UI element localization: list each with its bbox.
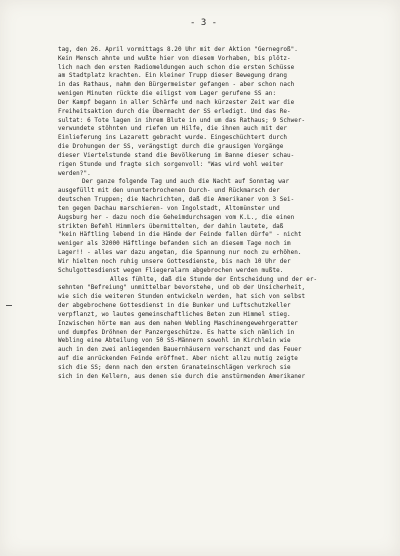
text-line: weniger als 32000 Häftlinge befanden sich an diesem Tage noch im [58,240,291,248]
text-line: lich nach den ersten Radiomeldungen auch schon die ersten Schüsse [58,63,295,71]
text-line: Der Kampf begann in aller Schärfe und nach kürzester Zeit war die [58,98,295,106]
text-line: Alles fühlte, daß die Stunde der Entscheidung und der er- [110,275,318,283]
text-line: ten gegen Dachau marschieren- von Ingolstadt, Altomünster und [58,204,280,212]
page-number: - 3 - [190,18,217,28]
text-line: tag, den 26. April vormittags 8.20 Uhr mit der Aktion "Gernegroß". [58,46,298,53]
text-line: verwundete stöhnten und riefen um Hilfe, die ihnen auch mit der [58,125,287,133]
text-line: werden?". [58,169,91,177]
text-line: sehnten "Befreiung" unmittelbar bevorstehe, und ob der Unsicherheit, [58,284,306,292]
text-line: wie sich die weiteren Stunden entwickeln werden, hat sich von selbst [58,293,306,301]
text-line: auch in den zwei anliegenden Bauernhäusern verschanzt und das Feuer [58,346,302,354]
text-line: dieser Viertelstunde stand die Bevölkerung im Banne dieser schau- [58,151,295,159]
text-line: rigen Stunde und fragte sich sorgenvoll: "Was wird wohl weiter [58,160,284,168]
body-text [58,46,398,381]
text-line: strikten Befehl Himmlers übermittelten, der dahin lautete, daß [58,222,284,230]
text-line: der abgebrochene Gottesdienst in die Bunker und Luftschutzkeller [58,302,291,310]
text-line: Augsburg her - dazu noch die Geheimdurchsagen vom K.L., die einen [58,213,295,221]
text-line: "kein Häftling lebend in die Hände der Feinde fallen dürfe" - nicht [58,231,302,239]
text-line: Einlieferung ins Lazarett gebracht wurde. Eingeschüchtert durch [58,134,287,142]
text-line: Wir hielten noch ruhig unsere Gottesdienste, bis nach 10 Uhr der [58,257,291,265]
margin-mark [6,305,12,306]
text-line: wenigen Minuten rückte die eiligst vom Lager gerufene SS an: [58,90,277,98]
text-line: Kein Mensch ahnte und wußte hier von diesem Vorhaben, bis plötz- [58,54,291,62]
text-line: deutschen Truppen; die Nachrichten, daß die Amerikaner von 3 Sei- [58,196,295,204]
text-line: in das Rathaus, nahm den Bürgermeister gefangen - aber schon nach [58,81,295,89]
text-line: Der ganze folgende Tag und auch die Nacht auf Sonntag war [82,178,290,186]
text-line: ausgefüllt mit den ununterbrochenen Durch- und Rückmarsch der [58,187,280,195]
text-line: sultat: 6 Tote lagen in ihrem Blute in und um das Rathaus; 9 Schwer- [58,116,306,124]
text-line: verpflanzt, wo lautes gemeinschaftliches Beten zum Himmel stieg. [58,310,291,318]
text-line: sich in den Kellern, aus denen sie durch die anstürmenden Amerikaner [58,372,306,380]
text-line: Schulgottesdienst wegen Fliegeralarm abgebrochen werden mußte. [58,266,284,274]
text-line: Webling eine Abteilung von 50 SS-Männern sowohl im Kirchlein wie [58,337,291,345]
text-line: Freiheitsaktion durch die Übermacht der SS erledigt. Und das Re- [58,107,291,115]
text-line: sich die SS; denn nach den ersten Granateinschlägen verkroch sie [58,363,291,371]
text-line: und dumpfes Dröhnen der Panzergeschütze. Es hatte sich nämlich in [58,328,295,336]
text-line: auf die anrückenden Feinde eröffnet. Aber nicht allzu mutig zeigte [58,354,298,362]
text-line: die Drohungen der SS, verängstigt durch die grausigen Vorgänge [58,143,284,151]
text-line: Lager!! - alles war dazu angetan, die Spannung nur noch zu erhöhen. [58,249,302,257]
text-line: Inzwischen hörte man aus dem nahen Webling Maschinengewehrgeratter [58,319,298,327]
text-line: am Stadtplatz krachten. Ein kleiner Trupp dieser Bewegung drang [58,72,287,80]
